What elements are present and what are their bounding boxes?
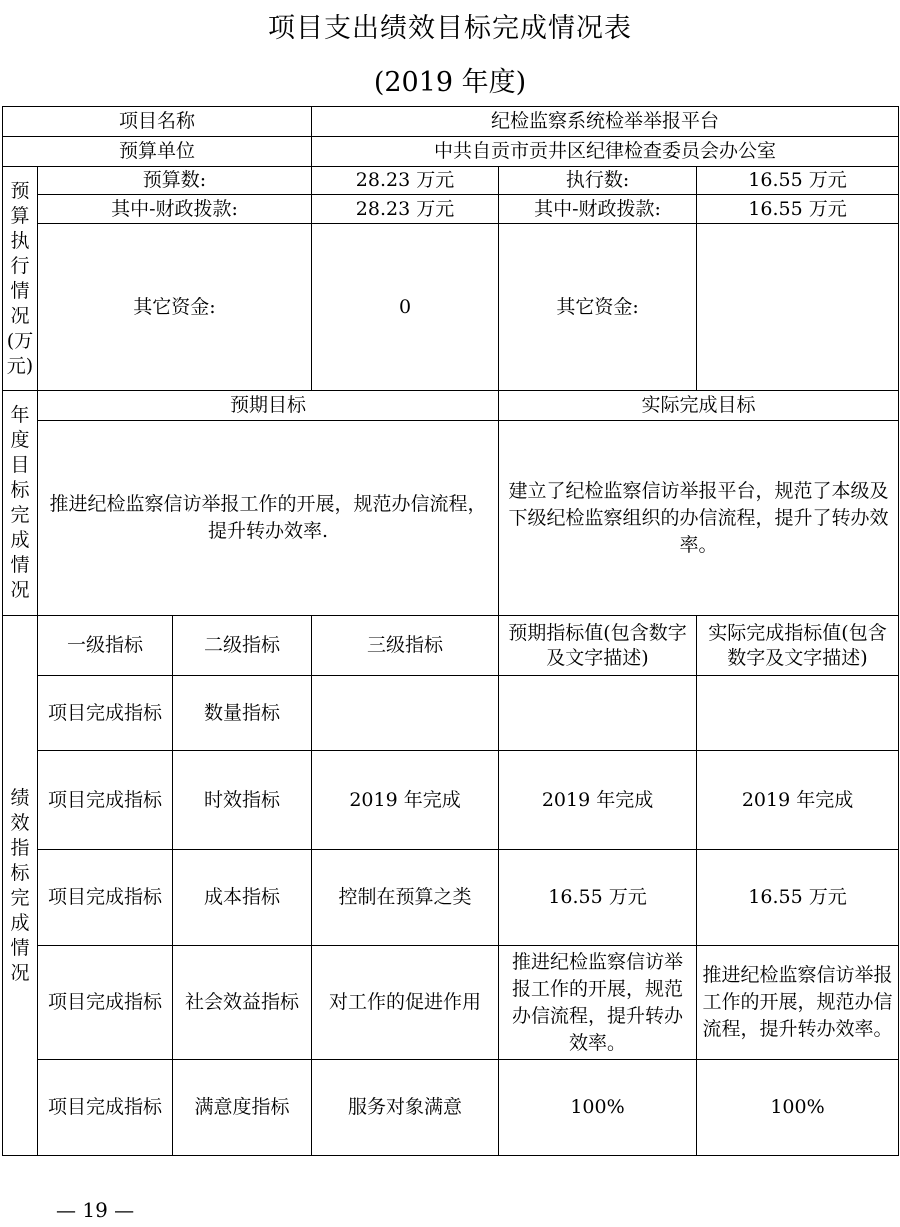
indicator-level2: 成本指标 xyxy=(173,850,312,946)
project-name-row xyxy=(3,107,899,137)
indicator-expected: 16.55 万元 xyxy=(499,850,697,946)
indicator-header-level3: 三级指标 xyxy=(312,616,499,676)
project-name-label: 项目名称 xyxy=(3,107,312,137)
table-row xyxy=(3,751,899,850)
document-year: (2019 年度) xyxy=(373,67,527,98)
indicator-actual: 16.55 万元 xyxy=(697,850,899,946)
indicator-level3: 2019 年完成 xyxy=(312,751,499,850)
fiscal-exec-value: 16.55 万元 xyxy=(697,195,899,224)
table-row xyxy=(3,850,899,946)
exec-label: 执行数: xyxy=(499,167,697,195)
indicator-level3: 服务对象满意 xyxy=(312,1060,499,1156)
budget-unit-row xyxy=(3,137,899,167)
indicator-expected xyxy=(499,676,697,751)
indicator-level1: 项目完成指标 xyxy=(38,946,173,1060)
indicator-expected: 推进纪检监察信访举报工作的开展，规范办信流程，提升转办效率。 xyxy=(499,946,697,1060)
page-number: — 19 — xyxy=(56,1198,135,1222)
fiscal-exec-label: 其中-财政拨款: xyxy=(499,195,697,224)
budget-section-label: 预算执行情况(万元) xyxy=(3,167,38,391)
indicator-level3: 控制在预算之类 xyxy=(312,850,499,946)
indicator-actual: 推进纪检监察信访举报工作的开展，规范办信流程，提升转办效率。 xyxy=(697,946,899,1060)
indicator-level2: 社会效益指标 xyxy=(173,946,312,1060)
budget-amount-row xyxy=(3,167,899,195)
indicator-header-level2: 二级指标 xyxy=(173,616,312,676)
indicator-level2: 时效指标 xyxy=(173,751,312,850)
other-funds-exec-label: 其它资金: xyxy=(499,224,697,391)
indicator-level1: 项目完成指标 xyxy=(38,1060,173,1156)
annual-goal-section-label: 年度目标完成情况 xyxy=(3,391,38,616)
other-funds-value: 0 xyxy=(312,224,499,391)
indicator-actual xyxy=(697,676,899,751)
exec-value: 16.55 万元 xyxy=(697,167,899,195)
indicator-level3 xyxy=(312,676,499,751)
fiscal-row xyxy=(3,195,899,224)
indicator-expected: 100% xyxy=(499,1060,697,1156)
indicator-header-expected: 预期指标值(包含数字及文字描述) xyxy=(499,616,697,676)
annual-goal-header-row xyxy=(3,391,899,421)
actual-goal-header: 实际完成目标 xyxy=(499,391,899,421)
expected-goal-header: 预期目标 xyxy=(38,391,499,421)
indicator-level2: 满意度指标 xyxy=(173,1060,312,1156)
indicator-section-label: 绩效指标完成情况 xyxy=(3,616,38,1156)
indicator-header-level1: 一级指标 xyxy=(38,616,173,676)
indicator-level1: 项目完成指标 xyxy=(38,676,173,751)
other-funds-exec-value xyxy=(697,224,899,391)
indicator-level3: 对工作的促进作用 xyxy=(312,946,499,1060)
actual-goal-text: 建立了纪检监察信访举报平台，规范了本级及下级纪检监察组织的办信流程，提升了转办效率。 xyxy=(499,421,899,616)
expected-goal-text: 推进纪检监察信访举报工作的开展，规范办信流程，提升转办效率. xyxy=(38,421,499,616)
table-row xyxy=(3,1060,899,1156)
table-row xyxy=(3,946,899,1060)
other-funds-row xyxy=(3,224,899,391)
indicator-level2: 数量指标 xyxy=(173,676,312,751)
indicator-header-actual: 实际完成指标值(包含数字及文字描述) xyxy=(697,616,899,676)
indicator-actual: 100% xyxy=(697,1060,899,1156)
indicator-actual: 2019 年完成 xyxy=(697,751,899,850)
indicator-header-row xyxy=(3,616,899,676)
fiscal-budget-value: 28.23 万元 xyxy=(312,195,499,224)
budget-label: 预算数: xyxy=(38,167,312,195)
indicator-expected: 2019 年完成 xyxy=(499,751,697,850)
fiscal-label: 其中-财政拨款: xyxy=(38,195,312,224)
performance-table xyxy=(2,106,899,1156)
indicator-level1: 项目完成指标 xyxy=(38,850,173,946)
project-name-value: 纪检监察系统检举举报平台 xyxy=(312,107,899,137)
annual-goal-content-row xyxy=(3,421,899,616)
budget-value: 28.23 万元 xyxy=(312,167,499,195)
budget-unit-value: 中共自贡市贡井区纪律检查委员会办公室 xyxy=(312,137,899,167)
document-title: 项目支出绩效目标完成情况表 xyxy=(268,13,632,44)
table-row xyxy=(3,676,899,751)
other-funds-label: 其它资金: xyxy=(38,224,312,391)
indicator-level1: 项目完成指标 xyxy=(38,751,173,850)
budget-unit-label: 预算单位 xyxy=(3,137,312,167)
